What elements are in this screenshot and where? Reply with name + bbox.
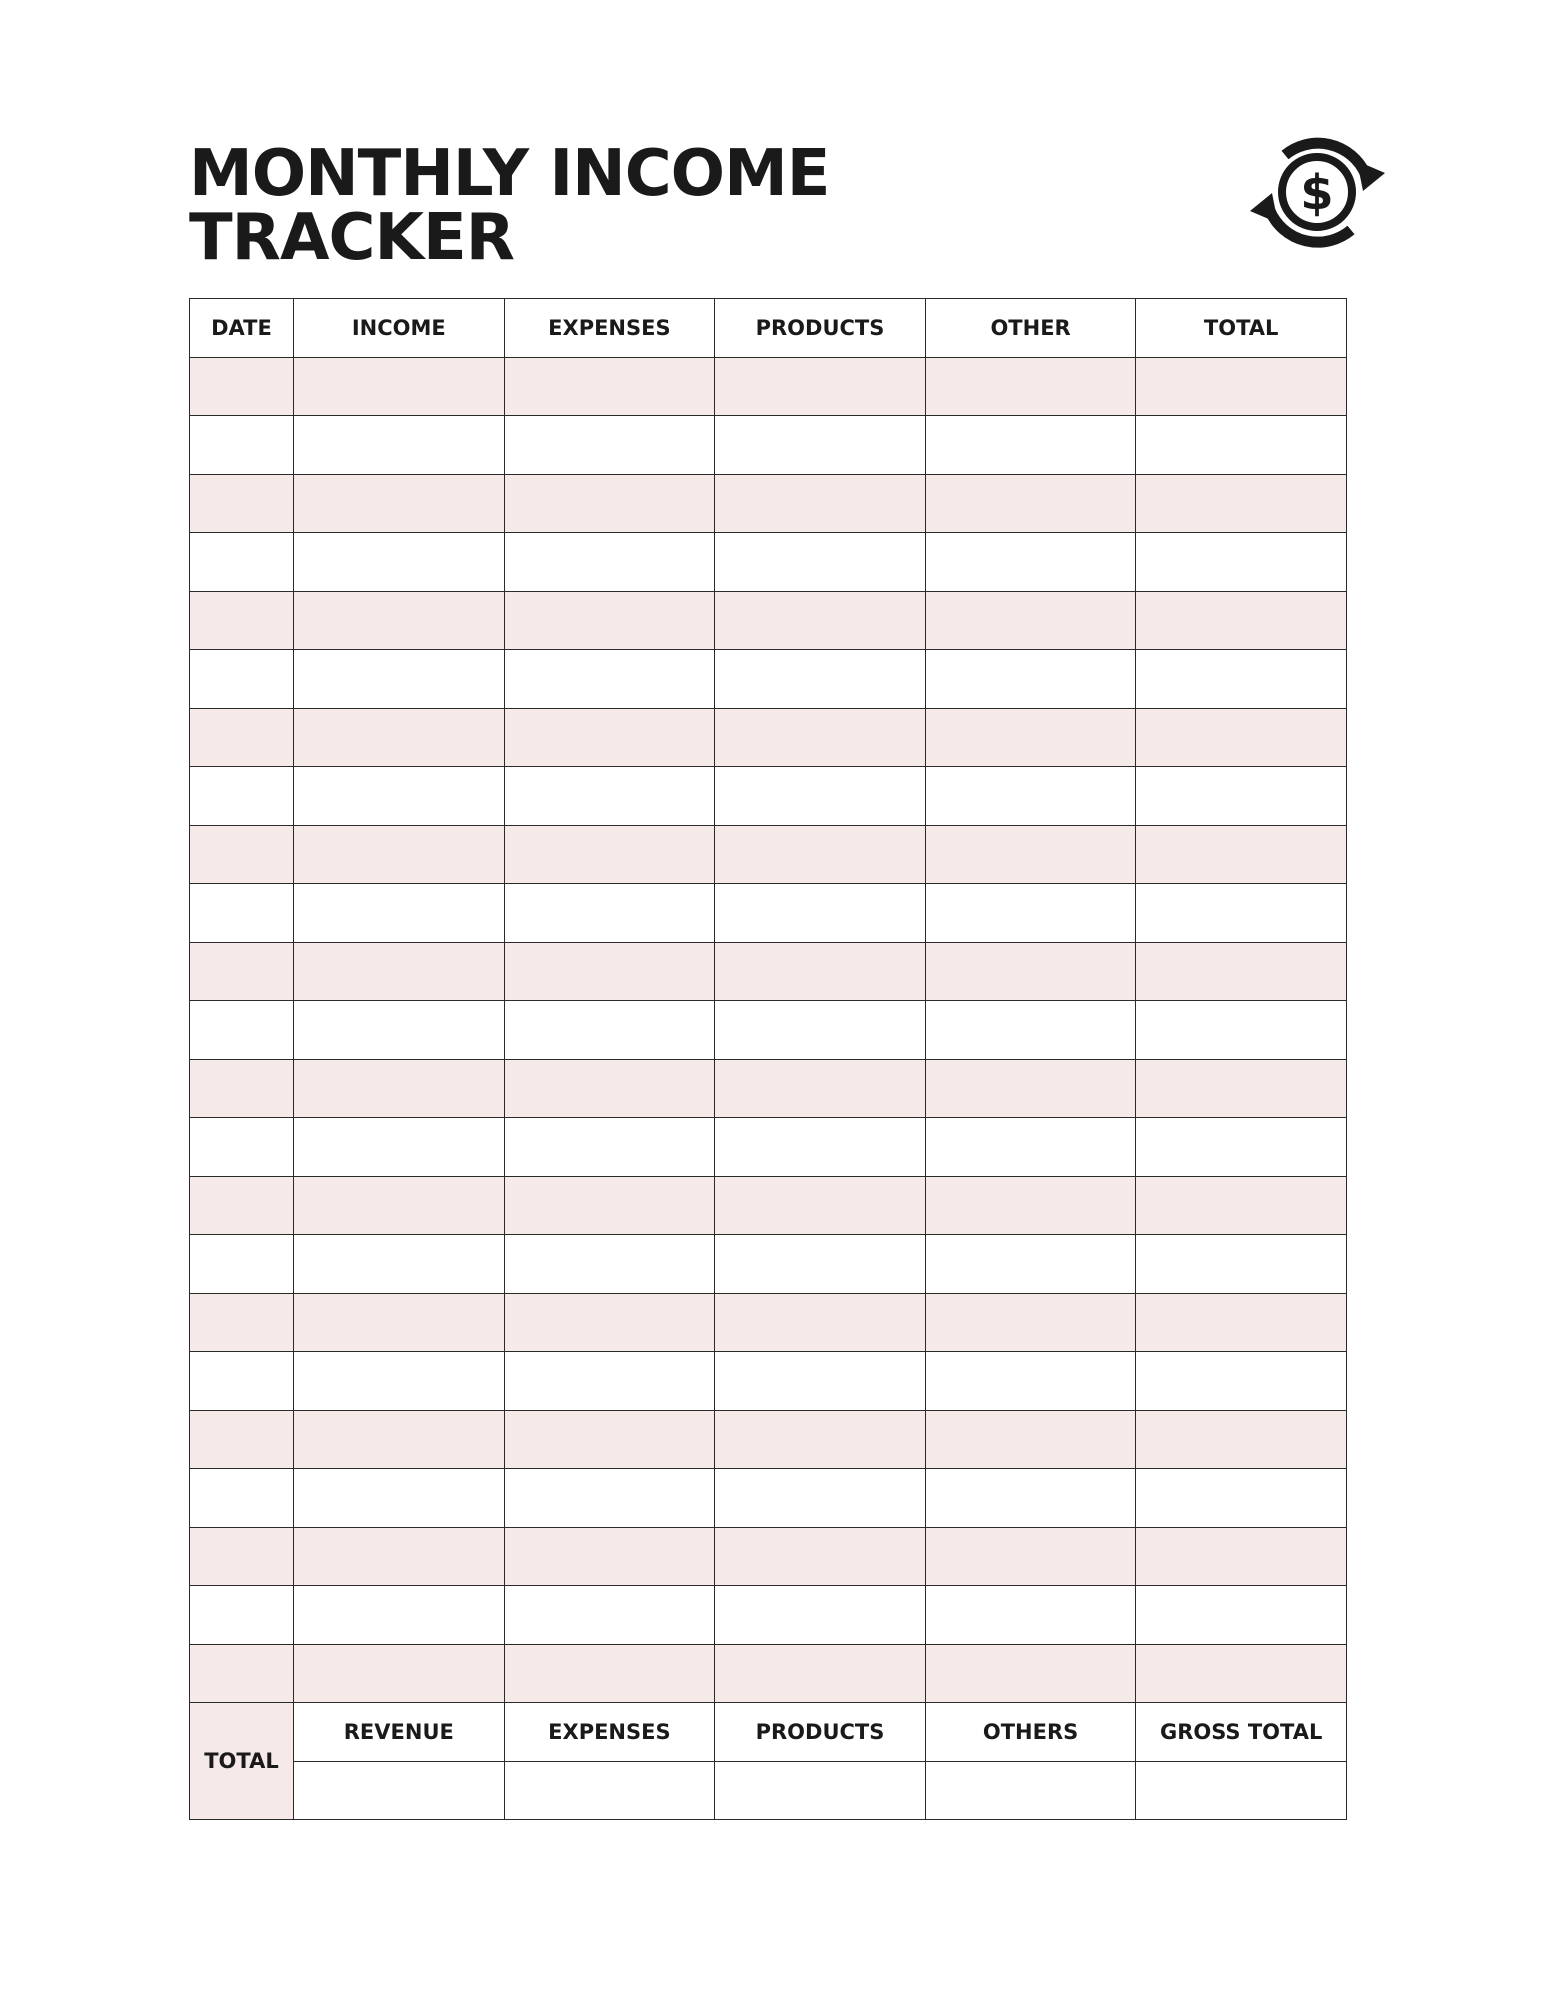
table-row (190, 1235, 1347, 1294)
total-cell[interactable] (1136, 767, 1347, 826)
column-header-income: INCOME (294, 299, 505, 358)
income-cell[interactable] (294, 1410, 505, 1469)
other-cell[interactable] (925, 1352, 1136, 1411)
total-cell[interactable] (1136, 474, 1347, 533)
products-cell[interactable] (715, 1586, 926, 1645)
date-cell[interactable] (190, 357, 294, 416)
total-cell[interactable] (1136, 650, 1347, 709)
date-cell[interactable] (190, 416, 294, 475)
table-row (190, 825, 1347, 884)
date-cell[interactable] (190, 767, 294, 826)
expenses-cell[interactable] (504, 1176, 715, 1235)
expenses-cell[interactable] (504, 1644, 715, 1703)
income-cell[interactable] (294, 1586, 505, 1645)
income-cell[interactable] (294, 1001, 505, 1060)
date-cell[interactable] (190, 474, 294, 533)
table-row (190, 650, 1347, 709)
table-row (190, 533, 1347, 592)
products-cell[interactable] (715, 1644, 926, 1703)
other-cell[interactable] (925, 708, 1136, 767)
products-cell[interactable] (715, 650, 926, 709)
total-cell[interactable] (1136, 1586, 1347, 1645)
products-cell[interactable] (715, 884, 926, 943)
other-cell[interactable] (925, 1644, 1136, 1703)
summary-gross-total-cell[interactable] (1136, 1761, 1347, 1820)
page-title (189, 137, 830, 275)
date-cell[interactable] (190, 650, 294, 709)
table-row (190, 884, 1347, 943)
products-cell[interactable] (715, 1527, 926, 1586)
total-cell[interactable] (1136, 825, 1347, 884)
date-cell[interactable] (190, 1410, 294, 1469)
table-row (190, 357, 1347, 416)
summary-header-expenses: EXPENSES (504, 1703, 715, 1762)
other-cell[interactable] (925, 591, 1136, 650)
other-cell[interactable] (925, 1410, 1136, 1469)
expenses-cell[interactable] (504, 416, 715, 475)
date-cell[interactable] (190, 1527, 294, 1586)
summary-section (190, 1703, 1347, 1820)
expenses-cell[interactable] (504, 1586, 715, 1645)
expenses-cell[interactable] (504, 942, 715, 1001)
column-header-expenses: EXPENSES (504, 299, 715, 358)
date-cell[interactable] (190, 884, 294, 943)
income-cell[interactable] (294, 416, 505, 475)
dollar-exchange-icon (1245, 125, 1390, 260)
other-cell[interactable] (925, 650, 1136, 709)
other-cell[interactable] (925, 767, 1136, 826)
total-cell[interactable] (1136, 1176, 1347, 1235)
summary-header-others: OTHERS (925, 1703, 1136, 1762)
table-row (190, 1644, 1347, 1703)
title-line-1: MONTHLY INCOME (189, 137, 830, 211)
other-cell[interactable] (925, 942, 1136, 1001)
total-cell[interactable] (1136, 591, 1347, 650)
summary-header-gross-total: GROSS TOTAL (1136, 1703, 1347, 1762)
total-cell[interactable] (1136, 1059, 1347, 1118)
income-cell[interactable] (294, 1352, 505, 1411)
income-cell[interactable] (294, 1118, 505, 1177)
summary-header-row (190, 1703, 1347, 1762)
table-row (190, 1293, 1347, 1352)
expenses-cell[interactable] (504, 650, 715, 709)
expenses-cell[interactable] (504, 825, 715, 884)
other-cell[interactable] (925, 1001, 1136, 1060)
table-row (190, 1176, 1347, 1235)
expenses-cell[interactable] (504, 884, 715, 943)
expenses-cell[interactable] (504, 474, 715, 533)
products-cell[interactable] (715, 1410, 926, 1469)
products-cell[interactable] (715, 825, 926, 884)
date-cell[interactable] (190, 1176, 294, 1235)
total-cell[interactable] (1136, 1118, 1347, 1177)
expenses-cell[interactable] (504, 1410, 715, 1469)
other-cell[interactable] (925, 474, 1136, 533)
date-cell[interactable] (190, 1235, 294, 1294)
table-row (190, 942, 1347, 1001)
date-cell[interactable] (190, 591, 294, 650)
svg-text:$: $ (1300, 165, 1334, 221)
title-line-2: TRACKER (189, 201, 515, 275)
summary-values-row (190, 1761, 1347, 1820)
total-cell[interactable] (1136, 942, 1347, 1001)
total-cell[interactable] (1136, 416, 1347, 475)
date-cell[interactable] (190, 1469, 294, 1528)
summary-total-label: TOTAL (190, 1703, 294, 1820)
income-cell[interactable] (294, 1176, 505, 1235)
summary-revenue-cell[interactable] (294, 1761, 505, 1820)
date-cell[interactable] (190, 1293, 294, 1352)
income-cell[interactable] (294, 767, 505, 826)
products-cell[interactable] (715, 474, 926, 533)
income-cell[interactable] (294, 884, 505, 943)
date-cell[interactable] (190, 1352, 294, 1411)
expenses-cell[interactable] (504, 1293, 715, 1352)
other-cell[interactable] (925, 884, 1136, 943)
column-header-other: OTHER (925, 299, 1136, 358)
total-cell[interactable] (1136, 1293, 1347, 1352)
date-cell[interactable] (190, 1118, 294, 1177)
table-row (190, 1059, 1347, 1118)
products-cell[interactable] (715, 1469, 926, 1528)
income-cell[interactable] (294, 1235, 505, 1294)
table-row (190, 1001, 1347, 1060)
products-cell[interactable] (715, 708, 926, 767)
table-row (190, 708, 1347, 767)
other-cell[interactable] (925, 416, 1136, 475)
summary-products-cell[interactable] (715, 1761, 926, 1820)
table-row (190, 1352, 1347, 1411)
products-cell[interactable] (715, 1176, 926, 1235)
date-cell[interactable] (190, 708, 294, 767)
table-row (190, 1118, 1347, 1177)
products-cell[interactable] (715, 357, 926, 416)
column-header-date: DATE (190, 299, 294, 358)
income-cell[interactable] (294, 1644, 505, 1703)
summary-header-revenue: REVENUE (294, 1703, 505, 1762)
other-cell[interactable] (925, 1469, 1136, 1528)
income-cell[interactable] (294, 357, 505, 416)
income-cell[interactable] (294, 942, 505, 1001)
expenses-cell[interactable] (504, 708, 715, 767)
table-row (190, 1586, 1347, 1645)
header-row (190, 299, 1347, 358)
products-cell[interactable] (715, 1293, 926, 1352)
column-header-products: PRODUCTS (715, 299, 926, 358)
expenses-cell[interactable] (504, 1118, 715, 1177)
other-cell[interactable] (925, 1527, 1136, 1586)
other-cell[interactable] (925, 1586, 1136, 1645)
other-cell[interactable] (925, 1059, 1136, 1118)
date-cell[interactable] (190, 1586, 294, 1645)
summary-header-products: PRODUCTS (715, 1703, 926, 1762)
products-cell[interactable] (715, 1118, 926, 1177)
products-cell[interactable] (715, 1001, 926, 1060)
expenses-cell[interactable] (504, 1527, 715, 1586)
entry-rows (190, 357, 1347, 1703)
summary-others-cell[interactable] (925, 1761, 1136, 1820)
expenses-cell[interactable] (504, 1469, 715, 1528)
date-cell[interactable] (190, 1001, 294, 1060)
column-header-total: TOTAL (1136, 299, 1347, 358)
income-cell[interactable] (294, 591, 505, 650)
income-cell[interactable] (294, 1059, 505, 1118)
expenses-cell[interactable] (504, 1352, 715, 1411)
income-cell[interactable] (294, 1469, 505, 1528)
income-cell[interactable] (294, 825, 505, 884)
expenses-cell[interactable] (504, 1001, 715, 1060)
summary-expenses-cell[interactable] (504, 1761, 715, 1820)
expenses-cell[interactable] (504, 767, 715, 826)
other-cell[interactable] (925, 357, 1136, 416)
expenses-cell[interactable] (504, 591, 715, 650)
total-cell[interactable] (1136, 1527, 1347, 1586)
table-row (190, 591, 1347, 650)
other-cell[interactable] (925, 1235, 1136, 1294)
income-cell[interactable] (294, 650, 505, 709)
date-cell[interactable] (190, 533, 294, 592)
date-cell[interactable] (190, 942, 294, 1001)
income-cell[interactable] (294, 533, 505, 592)
products-cell[interactable] (715, 591, 926, 650)
products-cell[interactable] (715, 1352, 926, 1411)
expenses-cell[interactable] (504, 1059, 715, 1118)
total-cell[interactable] (1136, 1352, 1347, 1411)
other-cell[interactable] (925, 533, 1136, 592)
products-cell[interactable] (715, 533, 926, 592)
other-cell[interactable] (925, 1176, 1136, 1235)
table-row (190, 1527, 1347, 1586)
table-row (190, 474, 1347, 533)
total-cell[interactable] (1136, 1644, 1347, 1703)
total-cell[interactable] (1136, 708, 1347, 767)
expenses-cell[interactable] (504, 1235, 715, 1294)
other-cell[interactable] (925, 825, 1136, 884)
products-cell[interactable] (715, 1059, 926, 1118)
income-tracker-table (189, 298, 1347, 1820)
table-row (190, 767, 1347, 826)
total-cell[interactable] (1136, 1235, 1347, 1294)
total-cell[interactable] (1136, 1469, 1347, 1528)
income-cell[interactable] (294, 1527, 505, 1586)
expenses-cell[interactable] (504, 357, 715, 416)
income-cell[interactable] (294, 1293, 505, 1352)
products-cell[interactable] (715, 1235, 926, 1294)
expenses-cell[interactable] (504, 533, 715, 592)
other-cell[interactable] (925, 1118, 1136, 1177)
date-cell[interactable] (190, 1644, 294, 1703)
products-cell[interactable] (715, 416, 926, 475)
income-cell[interactable] (294, 474, 505, 533)
products-cell[interactable] (715, 767, 926, 826)
income-cell[interactable] (294, 708, 505, 767)
other-cell[interactable] (925, 1293, 1136, 1352)
products-cell[interactable] (715, 942, 926, 1001)
table-row (190, 1410, 1347, 1469)
date-cell[interactable] (190, 1059, 294, 1118)
date-cell[interactable] (190, 825, 294, 884)
total-cell[interactable] (1136, 884, 1347, 943)
table-row (190, 416, 1347, 475)
table-row (190, 1469, 1347, 1528)
total-cell[interactable] (1136, 1001, 1347, 1060)
total-cell[interactable] (1136, 533, 1347, 592)
total-cell[interactable] (1136, 1410, 1347, 1469)
total-cell[interactable] (1136, 357, 1347, 416)
